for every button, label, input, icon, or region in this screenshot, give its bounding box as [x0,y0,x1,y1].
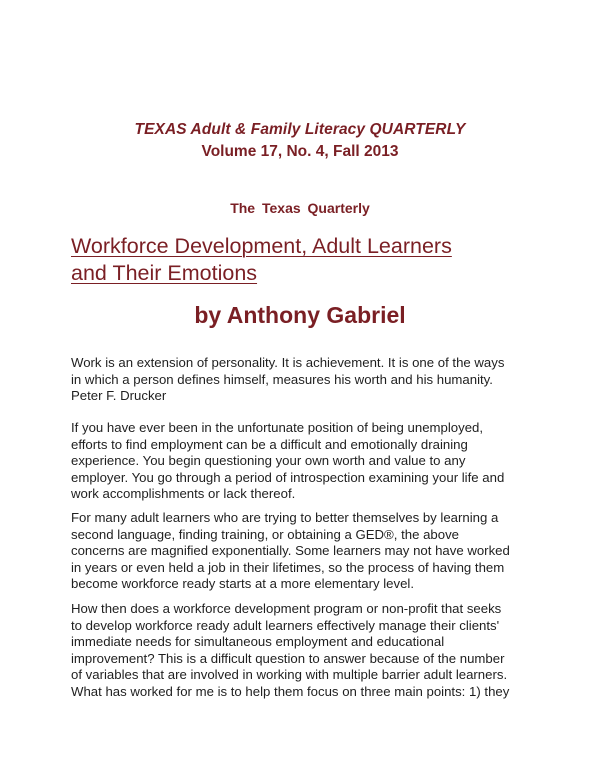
author-byline: by Anthony Gabriel [194,302,406,328]
body-paragraph: For many adult learners who are trying to better themselves by learning a second language, finding training, or obtaining a GED®, the above concerns are magnified exponentially. Some learners may not have worked in years or even held a job in their lifetimes, so the process of having them become workforce ready starts at a more elementary level. [71,510,510,591]
issue-info: Volume 17, No. 4, Fall 2013 [201,143,399,160]
article-title-line-2[interactable]: and Their Emotions [71,261,258,285]
section-label: The Texas Quarterly [230,200,370,216]
article-title[interactable] [71,233,541,287]
article-title-line-1[interactable]: Workforce Development, Adult Learners [71,234,452,258]
epigraph-quote: Work is an extension of personality. It is achievement. It is one of the ways in which a person defines himself, measures his worth and his humanity. Peter F. Drucker [71,355,505,403]
newsletter-title: TEXAS Adult & Family Literacy QUARTERLY [134,121,466,138]
body-paragraph: How then does a workforce development program or non-profit that seeks to develop workforce ready adult learners effectively manage their clients' immediate needs for simultaneous employment and educational improvement? This is a difficult question to answer because of the number of variables that are involved in working with multiple barrier adult learners. What has worked for me is to help them focus on three main points: 1) they [71,601,510,699]
body-paragraph: If you have ever been in the unfortunate position of being unemployed, efforts to find employment can be a difficult and emotionally draining experience. You begin questioning your own worth and value to any employer. You go through a period of introspection examining your life and work accomplishments or lack thereof. [71,420,505,501]
